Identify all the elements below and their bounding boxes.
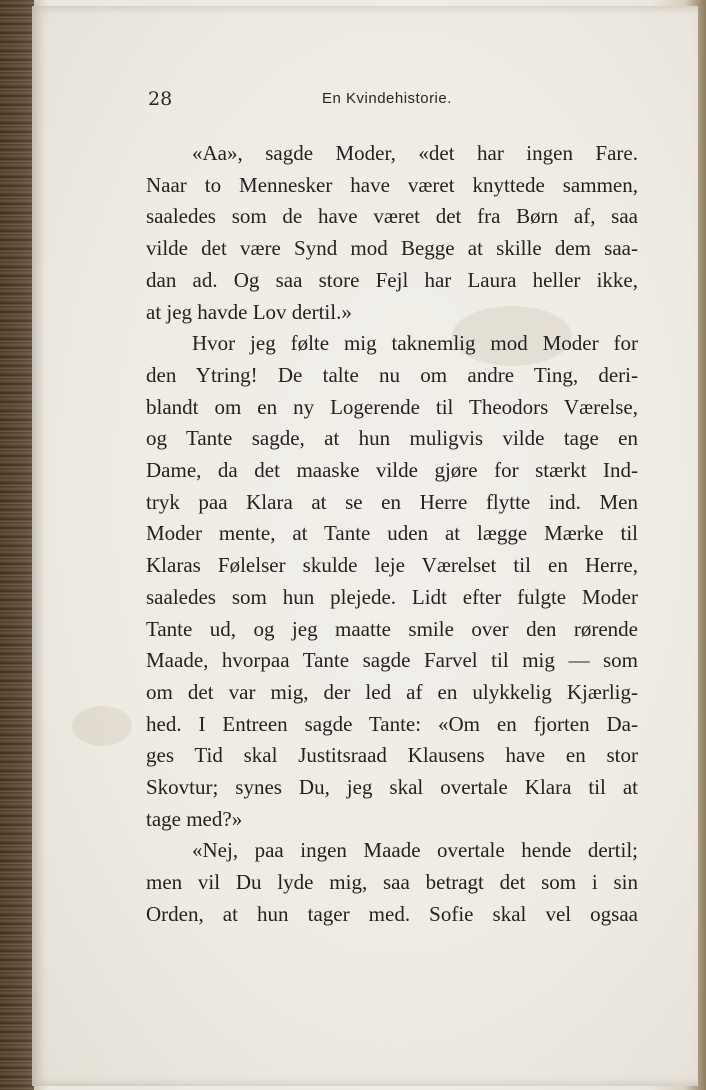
text-line: dan ad. Og saa store Fejl har Laura heller ikke,: [146, 267, 638, 292]
text-line: «Aa», sagde Moder, «det har ingen Fare.: [192, 141, 638, 165]
paper-stain: [72, 706, 132, 746]
text-line: Maade, hvorpaa Tante sagde Farvel til mig — som: [146, 648, 638, 673]
text-line: men vil Du lyde mig, saa betragt det som i sin: [146, 870, 638, 895]
text-line: Naar to Mennesker have været knyttede sammen,: [146, 172, 638, 197]
text-line: Tante ud, og jeg maatte smile over den rørende: [146, 616, 638, 641]
text-line: tage med?»: [146, 806, 243, 831]
running-title: En Kvindehistorie.: [322, 90, 452, 107]
text-line: Dame, da det maaske vilde gjøre for stærkt Ind-: [146, 458, 638, 483]
text-line: blandt om en ny Logerende til Theodors Værelse,: [146, 394, 638, 419]
book-spine-edge: [0, 0, 34, 1090]
page-number: 28: [148, 88, 173, 110]
body-text: [146, 138, 638, 931]
text-line: og Tante sagde, at hun muligvis vilde tage en: [146, 426, 638, 451]
text-line: den Ytring! De talte nu om andre Ting, deri-: [146, 362, 638, 387]
text-line: «Nej, paa ingen Maade overtale hende dertil;: [192, 838, 638, 863]
text-line: at jeg havde Lov dertil.»: [146, 299, 352, 324]
text-line: om det var mig, der led af en ulykkelig Kjærlig-: [146, 679, 638, 704]
text-line: Hvor jeg følte mig taknemlig mod Moder for: [192, 331, 638, 356]
running-header: [148, 88, 638, 112]
text-line: ges Tid skal Justitsraad Klausens have en stor: [146, 743, 638, 768]
text-line: saaledes som de have været det fra Børn af, saa: [146, 204, 638, 229]
text-line: vilde det være Synd mod Begge at skille dem saa-: [146, 236, 638, 261]
text-line: saaledes som hun plejede. Lidt efter fulgte Moder: [146, 584, 638, 609]
text-line: Moder mente, at Tante uden at lægge Mærke til: [146, 521, 638, 546]
text-line: Klaras Følelser skulde leje Værelset til en Herre,: [146, 553, 638, 578]
text-line: hed. I Entreen sagde Tante: «Om en fjorten Da-: [146, 711, 638, 736]
text-line: tryk paa Klara at se en Herre flytte ind. Men: [146, 489, 638, 514]
text-line: Skovtur; synes Du, jeg skal overtale Klara til at: [146, 775, 638, 800]
text-line: Orden, at hun tager med. Sofie skal vel ogsaa: [146, 901, 638, 926]
